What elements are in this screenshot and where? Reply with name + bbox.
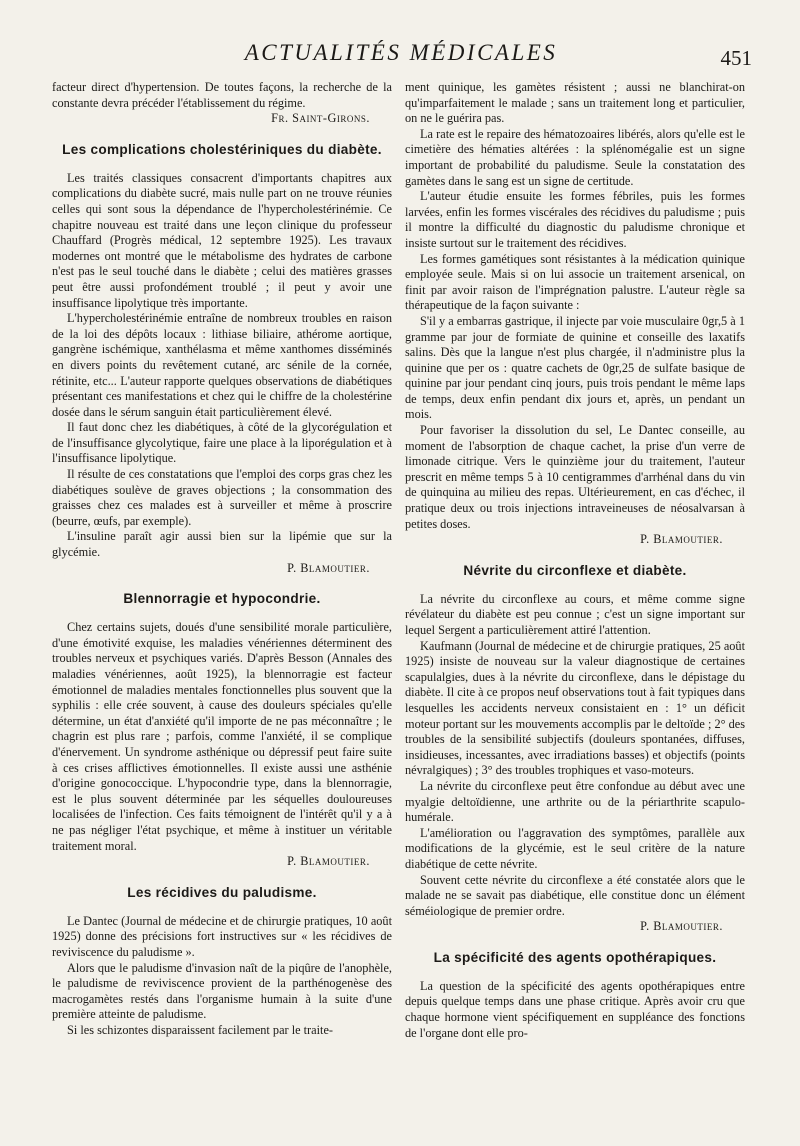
right-column [405, 80, 745, 1041]
article-signature: P. Blamoutier. [640, 532, 723, 547]
article-paragraph: Souvent cette névrite du circonflexe a été constatée alors que le malade ne se savait pas diabétique, elle constitue donc un élément séméiologique de premier ordre. [405, 872, 745, 918]
running-title: ACTUALITÉS MÉDICALES [244, 40, 558, 65]
article-paragraph: L'auteur étudie ensuite les formes fébriles, puis les formes larvées, enfin les formes viscérales des récidives du paludisme ; puis il montre la difficulté du diagnostic du paludisme chronique et insiste surtout sur le traitement des récidives. [405, 189, 745, 250]
article-signature: P. Blamoutier. [287, 854, 370, 869]
article-paragraph: La question de la spécificité des agents opothérapiques entre depuis quelque temps dans une phase critique. Après avoir cru que chaque hormone vient spécifiquement en suppléance des fonctions de l'organe dont elle pro- [405, 978, 745, 1040]
article-paragraph: Chez certains sujets, doués d'une sensibilité morale particulière, d'une émotivité exquise, les maladies vénériennes déterminent des troubles nerveux et psychiques variés. D'après Besson (Annales des maladies vénériennes, août 1925), la blennorragie est facteur émotionnel de maladies mentales fonctionnelles plus souvent que la syphilis : elle crée souvent, à cause des douleurs spéciales qu'elle détermine, un état d'anxiété qu'il importe de ne pas méconnaître ; le chagrin est plus rare ; parfois, comme l'anxiété, il se complique d'énervement. Un syndrome asthénique ou dépressif peut faire suite à ces crises afflictives émotionnelles. Il existe aussi une asthénie d'origine gonococcique. L'hypocondrie type, dans la blennorragie, est le plus souvent déterminée par les séquelles douloureuses localisées de l'infection. Ces faits témoignent de l'intérêt qu'il y a à ne pas négliger l'état psychique, et même à instituer un véritable traitement moral. [52, 620, 392, 853]
article-title-cholesterol: Les complications cholestériniques du diabète. [62, 141, 382, 157]
article-paragraph: Les formes gamétiques sont résistantes à la médication quinique employée seule. Mais si on lui associe un traitement arsenical, on finit par avoir raison de l'imprégnation palustre. L'auteur règle sa thérapeutique de la façon suivante : [405, 251, 745, 313]
article-paragraph: Si les schizontes disparaissent facilement par le traite- [67, 1022, 333, 1037]
article-title-blennorragie: Blennorragie et hypocondrie. [123, 591, 321, 607]
article-title-opotherapie: La spécificité des agents opothérapiques. [433, 949, 717, 965]
article-title-paludisme: Les récidives du paludisme. [127, 884, 317, 900]
intro-paragraph: facteur direct d'hypertension. De toutes façons, la recherche de la constante devra précéder l'établissement du régime. [52, 80, 392, 110]
article-paragraph: Il résulte de ces constatations que l'emploi des corps gras chez les diabétiques soulève de graves objections ; la consommation des graisses chez ces malades est à surveiller et même à proscrire (beurre, œufs, par exemple). [52, 467, 392, 528]
page-number: 451 [720, 46, 752, 70]
article-paragraph: Pour favoriser la dissolution du sel, Le Dantec conseille, au moment de l'absorption de chaque cachet, la prise d'un verre de limonade citrique. Vers le quinzième jour du traitement, l'auteur prescrit en même temps 5 à 10 centigrammes d'arrhénal dans du vin de quinquina au milieu des repas. Ultérieurement, en cas d'échec, il pratique deux ou trois injections intraveineuses de néosalvarsan à petites doses. [405, 423, 745, 531]
intro-signature: Fr. Saint-Girons. [271, 111, 370, 126]
article-paragraph: Kaufmann (Journal de médecine et de chirurgie pratiques, 25 août 1925) insiste de nouveau sur la valeur diagnostique de certaines scapulalgies, dues à la névrite du circonflexe, dans le dépistage du diabète. Il cite à ce propos neuf observations tout à fait typiques dans lesquelles les accidents nerveux consistaient en : 1° un déficit moteur portant sur les mouvements accomplis par le deltoïde ; 2° des troubles de la sensibilité subjectifs (douleurs spontanées, diffuses, insidieuses, incessantes, avec irradiations basses) et objectifs (points névralgiques) ; 3° des troubles trophiques et vaso-moteurs. [405, 638, 745, 778]
article-paragraph: Le Dantec (Journal de médecine et de chirurgie pratiques, 10 août 1925) donne des précisions fort instructives sur « les récidives de reviviscence du paludisme ». [52, 913, 392, 959]
article-paragraph: L'hypercholestérinémie entraîne de nombreux troubles en raison de la loi des dépôts locaux : lithiase biliaire, athérome aortique, gangrène ischémique, xanthélasma et même xanthomes disséminés en divers points du revêtement cutané, arc sénile de la cornée, rétinite, etc... L'auteur rapporte quelques observations de diabétiques présentant ces manifestations et chez qui le chiffre de la cholestérine dosée dans le sérum sanguin était particulièrement élevé. [52, 311, 392, 419]
article-paragraph: S'il y a embarras gastrique, il injecte par voie musculaire 0gr,5 à 1 gramme par jour de formiate de quinine et conseille des laxatifs salins. Dès que la langue n'est plus chargée, il n'administre plus la quinine que per os : quatre cachets de 0gr,25 de sulfate basique de quinine par jour pendant cinq jours, puis trois pendant le même laps de temps, deux enfin pendant dix jours et, après, un pendant un mois. [405, 313, 745, 422]
article-title-nevrite: Névrite du circonflexe et diabète. [463, 562, 687, 578]
article-paragraph: La névrite du circonflexe peut être confondue au début avec une myalgie deltoïdienne, une arthrite ou de la périarthrite scapulo-humérale. [405, 778, 745, 825]
article-paragraph: La névrite du circonflexe au cours, et même comme signe révélateur du diabète est peu connue ; c'est un signe important sur lequel Sergent a particulièrement attiré l'attention. [405, 591, 745, 637]
article-paragraph: Alors que le paludisme d'invasion naît de la piqûre de l'anophèle, le paludisme de reviviscence provient de la parthénogenèse des macrogamètes restés dans l'organisme humain à la suite d'une première atteinte de paludisme. [52, 960, 392, 1022]
article-signature: P. Blamoutier. [640, 919, 723, 934]
article-paragraph: ment quinique, les gamètes résistent ; aussi ne blanchirat-on qu'imparfaitement le malade ; sans un traitement long et particulier, on ne le guérira pas. [405, 80, 745, 126]
article-signature: P. Blamoutier. [287, 560, 370, 575]
article-paragraph: La rate est le repaire des hématozoaires libérés, alors qu'elle est le cimetière des hématies altérées : la splénomégalie est un signe important de probabilité du paludisme. Seule la constatation des gamètes dans le sang est un signe de certitude. [405, 126, 745, 188]
article-paragraph: Les traités classiques consacrent d'importants chapitres aux complications du diabète sucré, mais nulle part on ne trouve réunies celles qui sont sous la dépendance de l'hypercholestérinémie. Ce chapitre nouveau est traité dans une leçon clinique du professeur Chauffard (Progrès médical, 12 septembre 1925). Les travaux modernes ont montré que le métabolisme des hydrates de carbone n'est pas le seul touché dans le diabète ; celui des matières grasses peut être aussi profondément troublé ; il peut y avoir une insuffisance lipolytique très importante. [52, 170, 392, 310]
article-paragraph: Il faut donc chez les diabétiques, à côté de la glycorégulation et de l'insuffisance glycolytique, faire une place à la liporégulation et à l'insuffisance lipolytique. [52, 420, 392, 466]
article-paragraph: L'insuline paraît agir aussi bien sur la lipémie que sur la glycémie. [52, 529, 392, 560]
left-column [52, 80, 392, 1038]
article-paragraph: L'amélioration ou l'aggravation des symptômes, parallèle aux modifications de la glycémie, est le seul critère de la nature diabétique de cette névrite. [405, 825, 745, 871]
